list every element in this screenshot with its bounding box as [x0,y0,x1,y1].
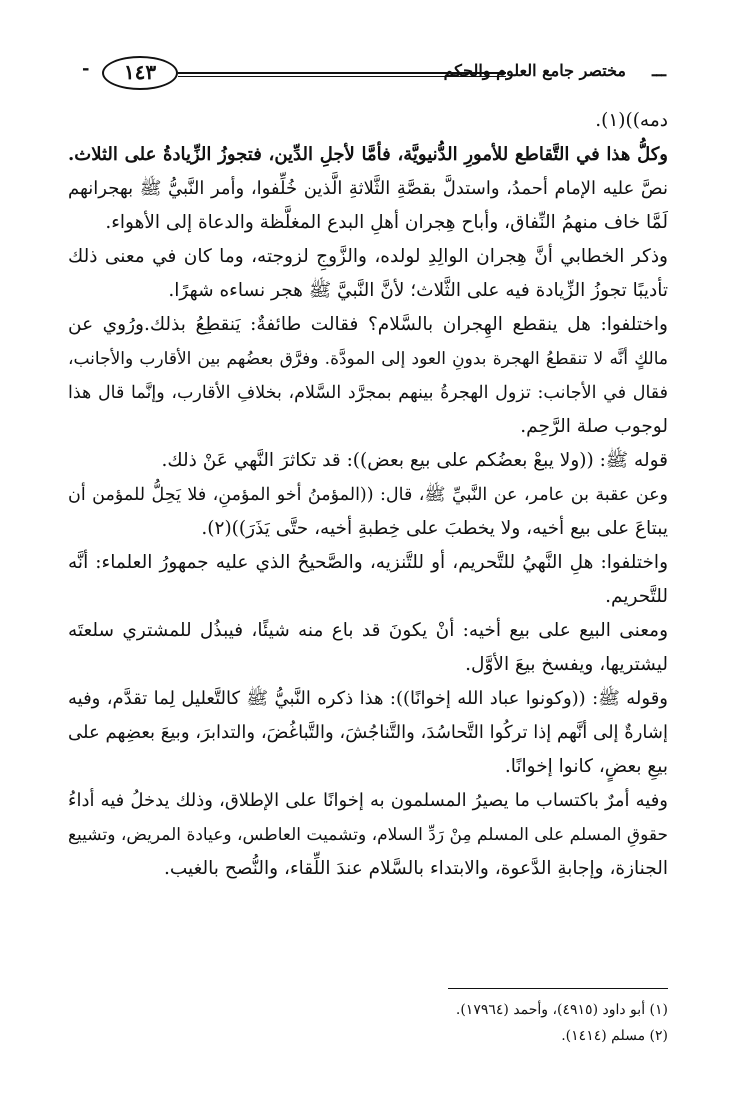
text-line: ليشتريها، ويفسخ بيعَ الأوَّل. [465,654,668,675]
text-line: مالكٍ أنَّه لا تنقطعُ الهجرة بدونِ العود إلى المودَّة. وفرَّق بعضُهم بين الأقارب والأجانب، [68,349,668,369]
text-line: وكلُّ هذا في التَّقاطع للأمورِ الدُّنيويَّة، فأمَّا لأجلِ الدِّين، فتجوزُ الزِّيادةُ على الثلاث. [68,144,668,165]
text-line: فقال في الأجانب: تزول الهجرةُ بينهم بمجرَّد السَّلام، بخلافِ الأقارب، وإنَّما قال هذا [68,383,668,403]
footnote: (١) أبو داود (٤٩١٥)، وأحمد (١٧٩٦٤). [455,1002,668,1018]
text-line: واختلفوا: هل ينقطع الهِجران بالسَّلام؟ فقالت طائفةٌ: يَنقطِعُ بذلك.ورُوي عن [68,314,668,335]
text-line: إشارةٌ إلى أنَّهم إذا تركُوا التَّحاسُدَ، والتَّناجُشَ، والتَّباغُضَ، والتدابرَ، وبيعَ بعضِهم على [68,722,668,743]
text-line: نصَّ عليه الإمام أحمدُ، واستدلَّ بقصَّةِ الثَّلاثةِ الَّذين خُلِّفوا، وأمر النَّبيُّ ﷺ بهجرانهم [68,178,668,199]
text-line: وذكر الخطابي أنَّ هِجران الوالِدِ لولده، والزَّوجِ لزوجته، وما كان في معنى ذلك [68,246,668,267]
text-line: ومعنى البيع على بيع أخيه: أنْ يكونَ قد باع منه شيئًا، فيبذُل للمشتري سلعتَه [68,620,668,641]
text-line: تأديبًا تجوزُ الزِّيادة فيه على الثَّلاث؛ لأنَّ النَّبيَّ ﷺ هجر نساءه شهرًا. [168,280,668,301]
header-rule [178,72,506,77]
text-line: للتَّحريم. [605,586,668,607]
book-title: مختصر جامع العلوم والحكم [443,61,626,80]
footnote-rule [448,988,668,989]
text-line: قوله ﷺ: ((ولا يبعْ بعضُكم على بيع بعض)): قد تكاثرَ النَّهي عَنْ ذلك. [161,450,668,471]
running-header [82,48,666,92]
footnotes [68,988,668,1049]
text-line: لوجوب صلة الرَّحِم. [520,416,668,437]
header-dash-right: ـــ [651,61,666,80]
main-text [68,104,668,886]
text-line: واختلفوا: هلِ النَّهيُ للتَّحريم، أو للتَّنزيه، والصَّحيحُ الذي عليه جمهورُ العلماء: أنَّه [68,552,668,573]
page-number: ١٤٣ [102,56,178,90]
footnote: (٢) مسلم (١٤١٤). [561,1028,668,1044]
text-line: بيعِ بعضٍ، كانوا إخوانًا. [504,756,668,777]
text-line: حقوقِ المسلم على المسلم مِنْ رَدِّ السلام، وتشميت العاطس، وعيادة المريض، وتشييع [68,825,668,845]
text-line: يبتاعَ على بيع أخيه، ولا يخطبَ على خِطبةِ أخيه، حتَّى يَذَرَ))(٢). [201,518,668,539]
text-line: دمه))(١). [595,110,668,131]
text-line: الجنازة، وإجابةِ الدَّعوة، والابتداء بالسَّلام عندَ اللِّقاء، والنُّصح بالغيب. [163,858,668,879]
text-line: وقوله ﷺ: ((وكونوا عباد الله إخوانًا)): هذا ذكره النَّبيُّ ﷺ كالتَّعليل لِما تقدَّم، وفيه [68,688,668,709]
text-line: وعن عقبة بن عامر، عن النَّبيِّ ﷺ، قال: ((المؤمنُ أخو المؤمنِ، فلا يَحِلُّ للمؤمن أن [68,485,668,505]
header-dash-left: - [82,58,90,79]
text-line: وفيه أمرٌ باكتساب ما يصيرُ المسلمون به إخوانًا على الإطلاق، وذلك يدخلُ فيه أداءُ [68,790,668,811]
text-line: لَمَّا خاف منهمُ النِّفاق، وأباح هِجران أهلِ البدع المغلَّظة والدعاة إلى الأهواء. [105,212,668,233]
